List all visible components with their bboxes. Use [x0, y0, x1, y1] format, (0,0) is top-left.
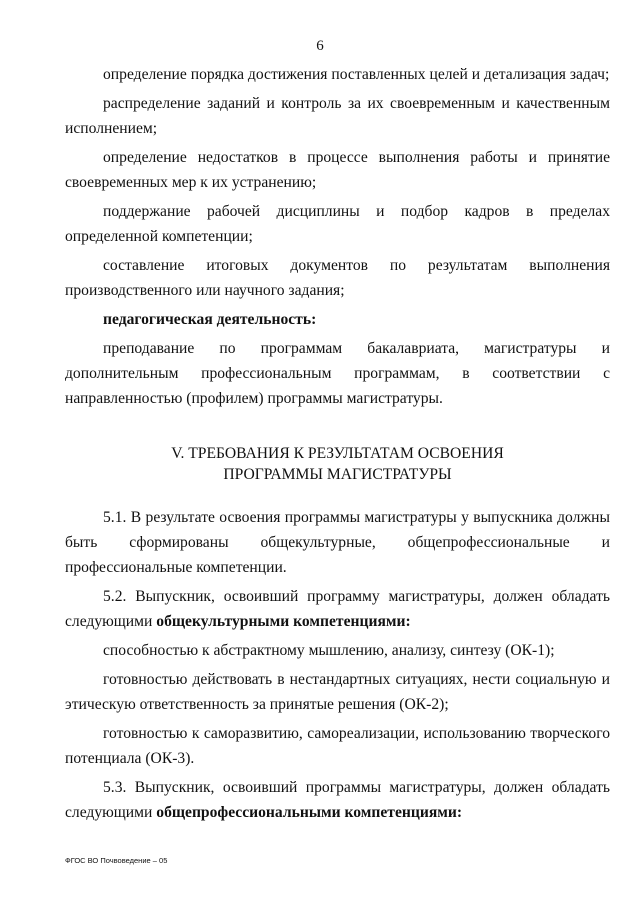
section-heading-line2: ПРОГРАММЫ МАГИСТРАТУРЫ — [223, 466, 452, 483]
footer-text: ФГОС ВО Почвоведение – 05 — [65, 856, 168, 865]
paragraph-5-2 — [65, 584, 610, 634]
pedagogical-activity-label: педагогическая деятельность: — [103, 311, 317, 328]
paragraph-goals: определение порядка достижения поставленных целей и детализация задач; — [103, 66, 610, 83]
section-heading — [65, 443, 610, 485]
paragraph-deficiencies: определение недостатков в процессе выполнения работы и принятие своевременных мер к их устранению; — [65, 149, 610, 191]
paragraph-5-3-bold: общепрофессиональными компетенциями: — [156, 804, 463, 821]
paragraph-distribution: распределение заданий и контроль за их своевременным и качественным исполнением; — [65, 95, 610, 137]
paragraph-5-3 — [65, 775, 610, 825]
paragraph-documents: составление итоговых документов по результатам выполнения производственного или научного задания; — [65, 257, 610, 299]
ok-item-1: способностью к абстрактному мышлению, анализу, синтезу (ОК-1); — [103, 642, 555, 659]
section-heading-line1: V. ТРЕБОВАНИЯ К РЕЗУЛЬТАТАМ ОСВОЕНИЯ — [171, 445, 504, 462]
page-content — [65, 62, 610, 829]
paragraph-5-3-text: 5.3. Выпускник, освоивший программы магистратуры, должен обладать следующими — [65, 779, 610, 821]
paragraph-5-1: 5.1. В результате освоения программы магистратуры у выпускника должны быть сформированы общекультурные, общепрофессиональные и профессиональные компетенции. — [65, 509, 610, 576]
paragraph-discipline: поддержание рабочей дисциплины и подбор кадров в пределах определенной компетенции; — [65, 203, 610, 245]
paragraph-5-2-bold: общекультурными компетенциями: — [156, 613, 411, 630]
page-number: 6 — [316, 38, 324, 54]
paragraph-5-2-text: 5.2. Выпускник, освоивший программу магистратуры, должен обладать следующими — [65, 588, 610, 630]
ok-item-2: готовностью действовать в нестандартных ситуациях, нести социальную и этическую ответственность за принятые решения (ОК-2); — [65, 671, 610, 713]
ok-item-3: готовностью к саморазвитию, самореализации, использованию творческого потенциала (ОК-3). — [65, 725, 610, 767]
pedagogical-activity-text: преподавание по программам бакалавриата, магистратуры и дополнительным профессиональным программам, в соответствии с направленностью (профилем) программы магистратуры. — [65, 340, 610, 407]
